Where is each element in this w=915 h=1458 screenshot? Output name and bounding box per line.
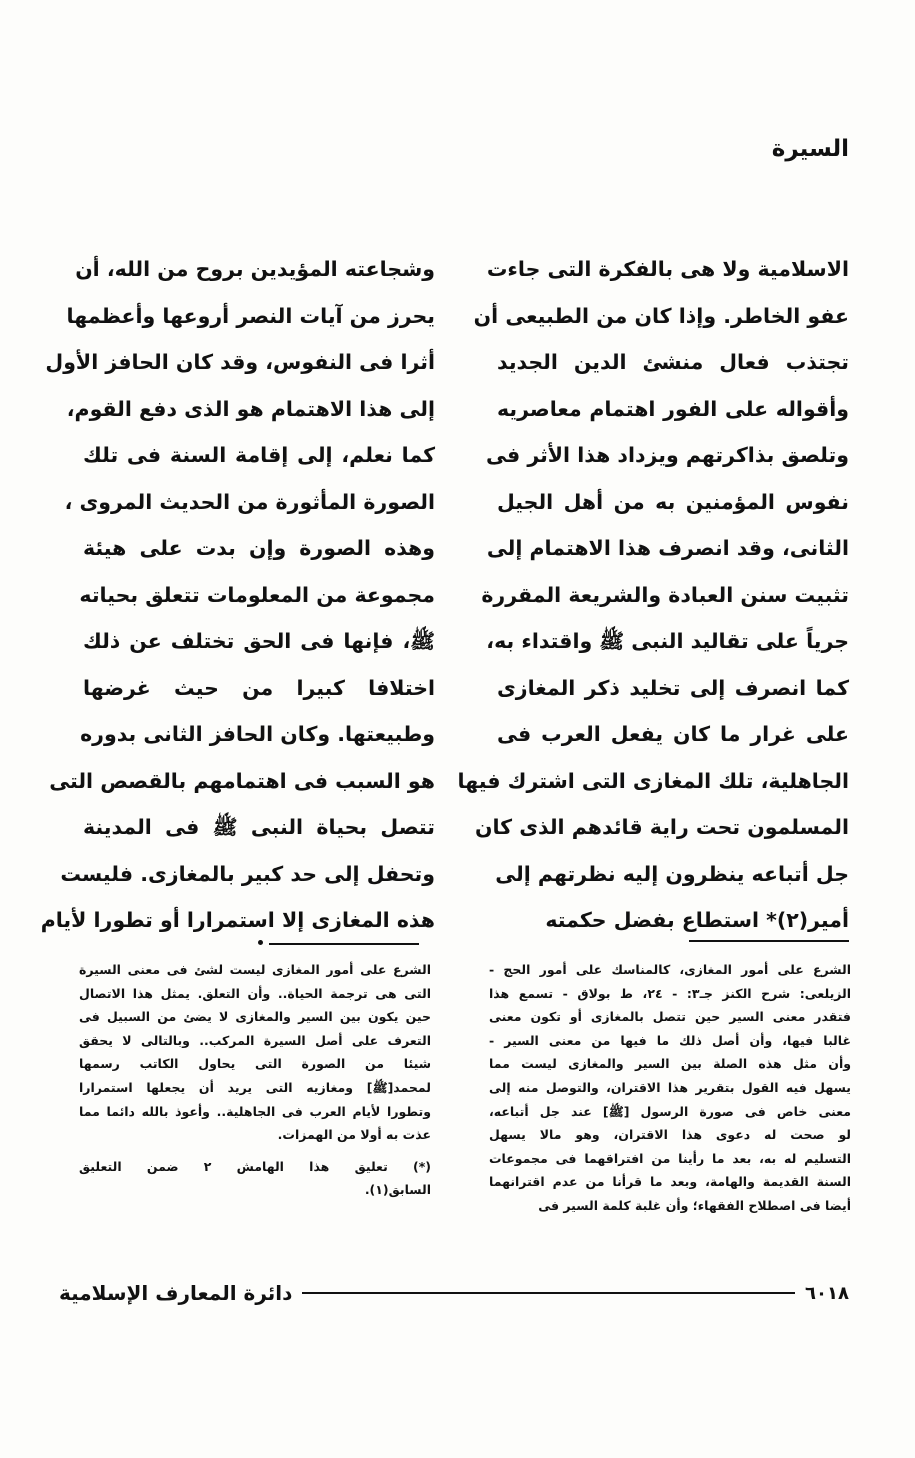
- text-line: تثبيت سنن العبادة والشريعة المقررة: [481, 582, 849, 607]
- text-line: التى هى ترجمة الحياة.. وأن التعلق. يمثل هذا الاتصال: [79, 985, 431, 1001]
- page-footer: [59, 1278, 849, 1308]
- footnotes-right: [489, 958, 851, 1218]
- text-line: حين يكون بين السير والمغازى لا يضئ من السبيل فى: [79, 1009, 431, 1025]
- text-line: الشرع على أمور المغازى، كالمناسك على أمور الحج -: [489, 962, 851, 977]
- text-line: التعرف على أصل السيرة المركب.. وبالتالى لا يحقق: [79, 1032, 431, 1048]
- text-line: إلى هذا الاهتمام هو الذى دفع القوم،: [66, 396, 435, 421]
- text-line: مجموعة من المعلومات تتعلق بحياته: [79, 582, 435, 607]
- text-line: الاسلامية ولا هى بالفكرة التى جاءت: [486, 257, 849, 281]
- text-line: عذت به أولا من الهمزات.: [277, 1127, 431, 1143]
- text-line: شيئا من الصورة التى يحاول الكاتب رسمها: [79, 1056, 431, 1072]
- text-line: هو السبب فى اهتمامهم بالقصص التى: [49, 768, 435, 793]
- text-line: أيضا فى اصطلاح الفقهاء؛ وأن غلبة كلمة السير فى: [538, 1197, 851, 1213]
- text-line: السابق(١).: [364, 1182, 431, 1198]
- text-line: أثرا فى النفوس، وقد كان الحافز الأول: [45, 350, 435, 374]
- text-line: معنى خاص فى صورة الرسول [ﷺ] عند جل أتباعه،: [489, 1103, 851, 1119]
- text-line: الجاهلية، تلك المغازى التى اشترك فيها: [457, 768, 849, 793]
- publication-title: دائرة المعارف الإسلامية: [59, 1281, 293, 1305]
- text-line: التسليم له به، بعد ما رأينا من افتراقهما فى مجموعات: [489, 1150, 851, 1166]
- body-column-left: [40, 246, 435, 944]
- footnote-divider-left: [269, 943, 419, 945]
- text-line: اختلافا كبيرا من حيث غرضها: [83, 675, 435, 700]
- text-line: وشجاعته المؤيدين بروح من الله، أن: [75, 257, 435, 281]
- text-line: وتحفل إلى حد كبير بالمغازى. فليست: [60, 861, 435, 886]
- text-line: غالبا فيها، وأن أصل ذلك ما فيها من معنى السير -: [489, 1032, 851, 1048]
- text-line: الزيلعى: شرح الكنز جـ٣: - ٢٤، ط بولاق - تسمع هذا: [489, 985, 852, 1001]
- text-line: فتقدر معنى السير حين تتصل بالمغازى أو تكون معنى: [489, 1009, 851, 1025]
- text-line: الشرع على أمور المغازى ليست لشئ فى معنى السيرة: [79, 962, 431, 977]
- text-line: يحرز من آيات النصر أروعها وأعظمها: [66, 303, 435, 328]
- text-line: نفوس المؤمنين به من أهل الجيل: [497, 489, 849, 514]
- text-line: (*) تعليق هذا الهامش ٢ ضمن التعليق: [79, 1158, 431, 1174]
- text-line: تتصل بحياة النبى ﷺ فى المدينة: [83, 815, 435, 839]
- text-line: لمحمد[ﷺ] ومغازيه التى يريد أن يجعلها استمرارا: [79, 1079, 431, 1095]
- text-line: يسهل فيه القول بتقرير هذا الاقتران، والتوصل منه إلى: [489, 1079, 851, 1095]
- footnotes-left-body: [79, 958, 431, 1147]
- text-line: وأقواله على الفور اهتمام معاصريه: [497, 396, 849, 421]
- body-column-right: [457, 246, 849, 944]
- text-line: هذه المغازى إلا استمرارا أو تطورا لأيام: [40, 908, 435, 932]
- text-line: وطبيعتها. وكان الحافز الثانى بدوره: [80, 722, 435, 746]
- text-line: السنة القديمة والهامة، وبعد ما قرأنا من عدم اقترانهما: [489, 1174, 851, 1190]
- text-line: وأن مثل هذه الصلة بين السير والمغازى ليست مما: [489, 1056, 851, 1072]
- text-line: وتطورا لأيام العرب فى الجاهلية.. وأعوذ بالله دائما مما: [79, 1103, 431, 1119]
- text-line: جل أتباعه ينظرون إليه نظرتهم إلى: [495, 861, 849, 886]
- text-line: على غرار ما كان يفعل العرب فى: [497, 722, 849, 746]
- text-line: جرياً على تقاليد النبى ﷺ واقتداء به،: [486, 629, 849, 653]
- text-line: الثانى، وقد انصرف هذا الاهتمام إلى: [486, 536, 849, 560]
- text-line: عفو الخاطر. وإذا كان من الطبيعى أن: [473, 303, 849, 328]
- footer-rule: [302, 1292, 795, 1294]
- footnote-divider-right: [689, 940, 849, 942]
- text-line: كما انصرف إلى تخليد ذكر المغازى: [497, 675, 849, 700]
- text-line: الصورة المأثورة من الحديث المروى ،: [64, 489, 435, 514]
- text-line: تجتذب فعال منشئ الدين الجديد: [497, 350, 849, 374]
- footnotes-left: [79, 958, 431, 1202]
- text-line: أمير(٢)* استطاع بفضل حكمته: [545, 908, 849, 932]
- text-line: ﷺ، فإنها فى الحق تختلف عن ذلك: [83, 629, 435, 653]
- text-line: كما نعلم، إلى إقامة السنة فى تلك: [83, 443, 435, 467]
- text-line: وهذه الصورة وإن بدت على هيئة: [83, 536, 435, 560]
- text-line: وتلصق بذاكرتهم ويزداد هذا الأثر فى: [486, 443, 849, 467]
- text-line: لو صحت له دعوى هذا الاقتران، وهو مالا يسهل: [489, 1127, 851, 1143]
- text-line: المسلمون تحت راية قائدهم الذى كان: [474, 815, 849, 839]
- footnote-comment: [79, 1155, 431, 1202]
- page-number: ٦٠١٨: [805, 1282, 849, 1304]
- footnote-marker-dot: [258, 940, 263, 945]
- running-header: السيرة: [771, 136, 849, 162]
